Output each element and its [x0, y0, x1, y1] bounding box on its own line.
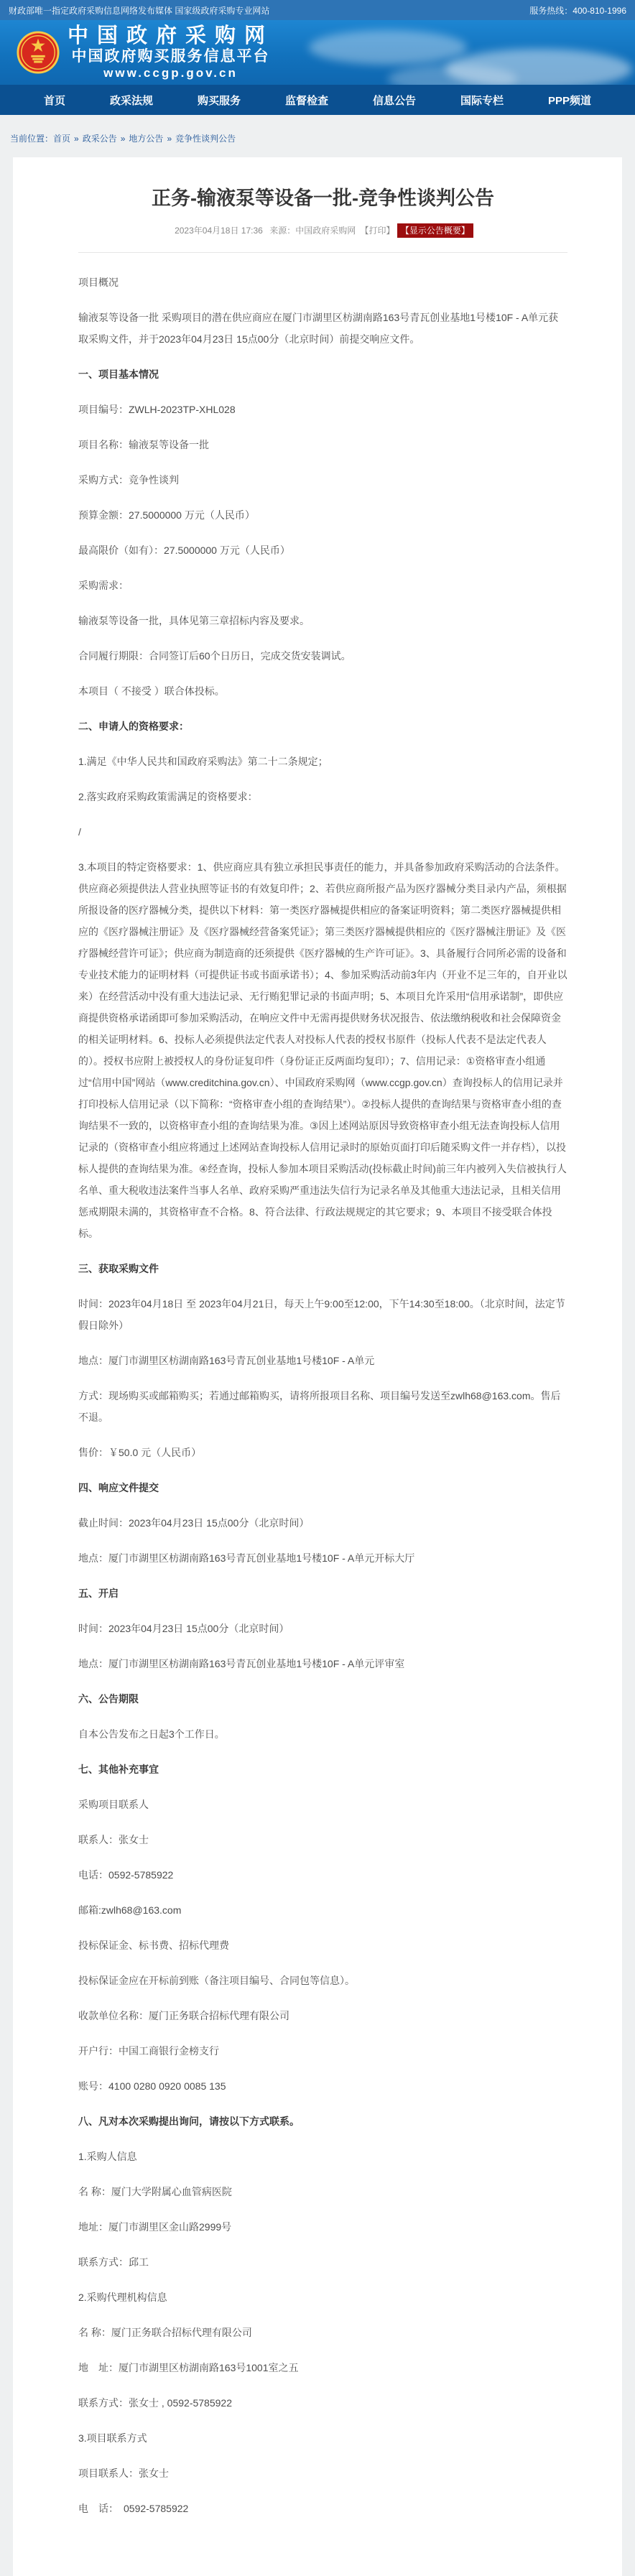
article-paragraph: /	[78, 826, 81, 838]
article-paragraph: 3.本项目的特定资格要求：1、供应商应具有独立承担民事责任的能力，并具备参加政府采购活动的合法条件。供应商必须提供法人营业执照等证书的有效复印件；2、若供应商所报产品为医疗器械分类目录内产品，须根据所报设备的医疗器械分类，提供以下材料：第一类医疗器械提供相应的备案证明资料；第二类医疗器械提供相应的《医疗器械注册证》及《医疗器械经营备案凭证》；第三类医疗器械提供相应的《医疗器械注册证》及《医疗器械经营许可证》；供应商为制造商的还须提供《医疗器械的生产许可证》。3、具备履行合同所必需的设备和专业技术能力的证明材料（可提供证书或书面承诺书）；4、参加采购活动前3年内（开业不足三年的，自开业以来）在经营活动中没有重大违法记录、无行贿犯罪记录的书面声明；5、本项目允许采用“信用承诺制”，即供应商提供资格承诺函即可参加采购活动，在响应文件中无需再提供财务状况报告、依法缴纳税收和社会保障资金的相关证明材料。6、投标人必须提供法定代表人对投标人代表的授权书原件（投标人代表不是法定代表人的）。授权书应附上被授权人的身份证复印件（身份证正反两面均复印）；7、信用记录：①资格审查小组通过“信用中国”网站（www.creditchina.gov.cn）、中国政府采购网（www.ccgp.gov.cn）查询投标人的信用记录并打印投标人信用记录（以下简称：“资格审查小组的查询结果”）。②投标人提供的查询结果与资格审查小组的查询结果不一致的，以资格审查小组的查询结果为准。③因上述网站原因导致资格审查小组无法查询投标人信用记录的（资格审查小组应将通过上述网站查询投标人信用记录时的原始页面打印后随采购文件一并存档），以投标人提供的查询结果为准。④经查询，投标人参加本项目采购活动(投标截止时间)前三年内被列入失信被执行人名单、重大税收违法案件当事人名单、政府采购严重违法失信行为记录名单及其他重大违法记录，且相关信用惩戒期限未满的，其资格审查不合格。8、符合法律、行政法规规定的其它要求；9、本项目不接受联合体投标。	[78, 861, 567, 1239]
site-header	[0, 20, 635, 85]
breadcrumb-link[interactable]: 首页	[53, 134, 71, 144]
article-paragraph: 地点：厦门市湖里区枋湖南路163号青瓦创业基地1号楼10F - A单元	[78, 1355, 375, 1366]
breadcrumb-separator: »	[74, 134, 79, 144]
article-paragraph: 地点：厦门市湖里区枋湖南路163号青瓦创业基地1号楼10F - A单元开标大厅	[78, 1552, 415, 1564]
article-paragraph: 项目编号：ZWLH-2023TP-XHL028	[78, 404, 236, 415]
article-paragraph: 账号：4100 0280 0920 0085 135	[78, 2080, 226, 2092]
announcement-card	[13, 157, 622, 2576]
article-paragraph: 电 话： 0592-5785922	[78, 2503, 189, 2514]
article-paragraph: 截止时间：2023年04月23日 15点00分（北京时间）	[78, 1517, 310, 1529]
article-paragraph: 收款单位名称：厦门正务联合招标代理有限公司	[78, 2010, 289, 2021]
nav-item[interactable]: 政采法规	[109, 94, 153, 107]
nav-item[interactable]: 购买服务	[197, 94, 241, 107]
article-paragraph: 采购项目联系人	[78, 1799, 149, 1810]
article-paragraph: 投标保证金、标书费、招标代理费	[78, 1940, 229, 1951]
article-paragraph: 输液泵等设备一批，具体见第三章招标内容及要求。	[78, 615, 310, 626]
article-paragraph: 最高限价（如有）：27.5000000 万元（人民币）	[78, 545, 290, 556]
article-paragraph: 七、其他补充事宜	[78, 1764, 159, 1775]
breadcrumb-link[interactable]: 地方公告	[129, 134, 164, 144]
breadcrumb-separator: »	[120, 134, 126, 144]
article-paragraph: 地点：厦门市湖里区枋湖南路163号青瓦创业基地1号楼10F - A单元评审室	[78, 1658, 405, 1669]
article-meta	[78, 223, 567, 238]
article-paragraph: 自本公告发布之日起3个工作日。	[78, 1728, 225, 1740]
page-title: 正务-输液泵等设备一批-竞争性谈判公告	[152, 187, 494, 209]
site-subtitle: 中国政府购买服务信息平台	[71, 48, 270, 65]
article-paragraph: 预算金额：27.5000000 万元（人民币）	[78, 509, 255, 521]
article-paragraph: 投标保证金应在开标前到账（备注项目编号、合同包等信息）。	[78, 1975, 355, 1986]
article-paragraph: 时间：2023年04月18日 至 2023年04月21日，每天上午9:00至12:00，下午14:30至18:00。（北京时间，法定节假日除外）	[78, 1298, 565, 1331]
article-paragraph: 项目名称：输液泵等设备一批	[78, 439, 209, 450]
article-paragraph: 1.满足《中华人民共和国政府采购法》第二十二条规定；	[78, 756, 328, 767]
top-service-bar	[0, 0, 635, 20]
nav-item[interactable]: PPP频道	[547, 94, 591, 107]
breadcrumb-link[interactable]: 政采公告	[82, 134, 117, 144]
article-paragraph: 开户行：中国工商银行金榜支行	[78, 2045, 219, 2057]
article-paragraph: 2.采购代理机构信息	[78, 2292, 167, 2303]
article-paragraph: 1.采购人信息	[78, 2151, 137, 2162]
article-paragraph: 采购需求：	[78, 580, 129, 591]
article-paragraph: 一、项目基本情况	[78, 369, 159, 380]
article-paragraph: 邮箱:zwlh68@163.com	[78, 1904, 182, 1916]
breadcrumb-separator: »	[167, 134, 172, 144]
main-nav	[0, 85, 635, 115]
article-paragraph: 四、响应文件提交	[78, 1482, 159, 1493]
article-source: 来源：中国政府采购网	[269, 226, 356, 236]
nav-item[interactable]: 信息公告	[372, 94, 416, 107]
article-paragraph: 名 称：厦门大学附属心血管病医院	[78, 2186, 232, 2197]
nav-item[interactable]: 监督检查	[284, 94, 328, 107]
service-hotline: 服务热线：400-810-1996	[529, 5, 626, 16]
article-paragraph: 输液泵等设备一批 采购项目的潜在供应商应在厦门市湖里区枋湖南路163号青瓦创业基地1号楼10F - A单元获取采购文件，并于2023年04月23日 15点00分（北京时间）前提交响应文件。	[78, 312, 559, 345]
article-paragraph: 联系方式：邱工	[78, 2256, 149, 2268]
breadcrumb-label: 当前位置：	[10, 134, 54, 144]
article-paragraph: 电话：0592-5785922	[78, 1869, 174, 1881]
article-paragraph: 合同履行期限：合同签订后60个日历日，完成交货安装调试。	[78, 650, 351, 662]
cloud-decoration	[309, 30, 467, 65]
breadcrumb-items	[53, 134, 236, 144]
nav-item[interactable]: 国际专栏	[460, 94, 504, 107]
show-summary-button[interactable]: 【显示公告概要】	[397, 223, 473, 238]
article-paragraph: 采购方式：竞争性谈判	[78, 474, 179, 486]
article-body	[78, 272, 567, 2519]
article-paragraph: 二、申请人的资格要求：	[78, 721, 189, 732]
nav-item[interactable]: 首页	[43, 94, 65, 107]
site-title: 中国政府采购网	[68, 24, 274, 47]
breadcrumb	[0, 115, 635, 157]
article-paragraph: 五、开启	[78, 1588, 119, 1599]
article-paragraph: 地址：厦门市湖里区金山路2999号	[78, 2221, 232, 2233]
article-paragraph: 联系人：张女士	[78, 1834, 149, 1845]
article-paragraph: 售价：￥50.0 元（人民币）	[78, 1447, 202, 1458]
site-brand	[68, 24, 274, 80]
national-emblem-logo	[16, 30, 60, 75]
article-paragraph: 地 址：厦门市湖里区枋湖南路163号1001室之五	[78, 2362, 299, 2373]
divider	[78, 252, 567, 253]
print-button[interactable]: 【打印】	[360, 226, 395, 236]
site-slogan: 财政部唯一指定政府采购信息网络发布媒体 国家级政府采购专业网站	[9, 5, 270, 16]
site-url: www.ccgp.gov.cn	[103, 66, 238, 80]
article-paragraph: 2.落实政府采购政策需满足的资格要求：	[78, 791, 258, 802]
publish-datetime: 2023年04月18日 17:36	[175, 226, 263, 236]
article-paragraph: 时间：2023年04月23日 15点00分（北京时间）	[78, 1623, 289, 1634]
article-paragraph: 联系方式：张女士 , 0592-5785922	[78, 2397, 232, 2409]
article-paragraph: 本项目（ 不接受 ）联合体投标。	[78, 685, 225, 697]
article-paragraph: 八、凡对本次采购提出询问，请按以下方式联系。	[78, 2116, 300, 2127]
article-paragraph: 六、公告期限	[78, 1693, 139, 1705]
article-paragraph: 项目概况	[78, 277, 119, 288]
breadcrumb-link[interactable]: 竞争性谈判公告	[175, 134, 236, 144]
article-paragraph: 3.项目联系方式	[78, 2432, 147, 2444]
article-paragraph: 名 称：厦门正务联合招标代理有限公司	[78, 2327, 252, 2338]
article-paragraph: 项目联系人：张女士	[78, 2468, 169, 2479]
article-paragraph: 方式：现场购买或邮箱购买；若通过邮箱购买，请将所报项目名称、项目编号发送至zwlh68@163.com。售后不退。	[78, 1390, 561, 1423]
article-paragraph: 三、获取采购文件	[78, 1263, 159, 1274]
